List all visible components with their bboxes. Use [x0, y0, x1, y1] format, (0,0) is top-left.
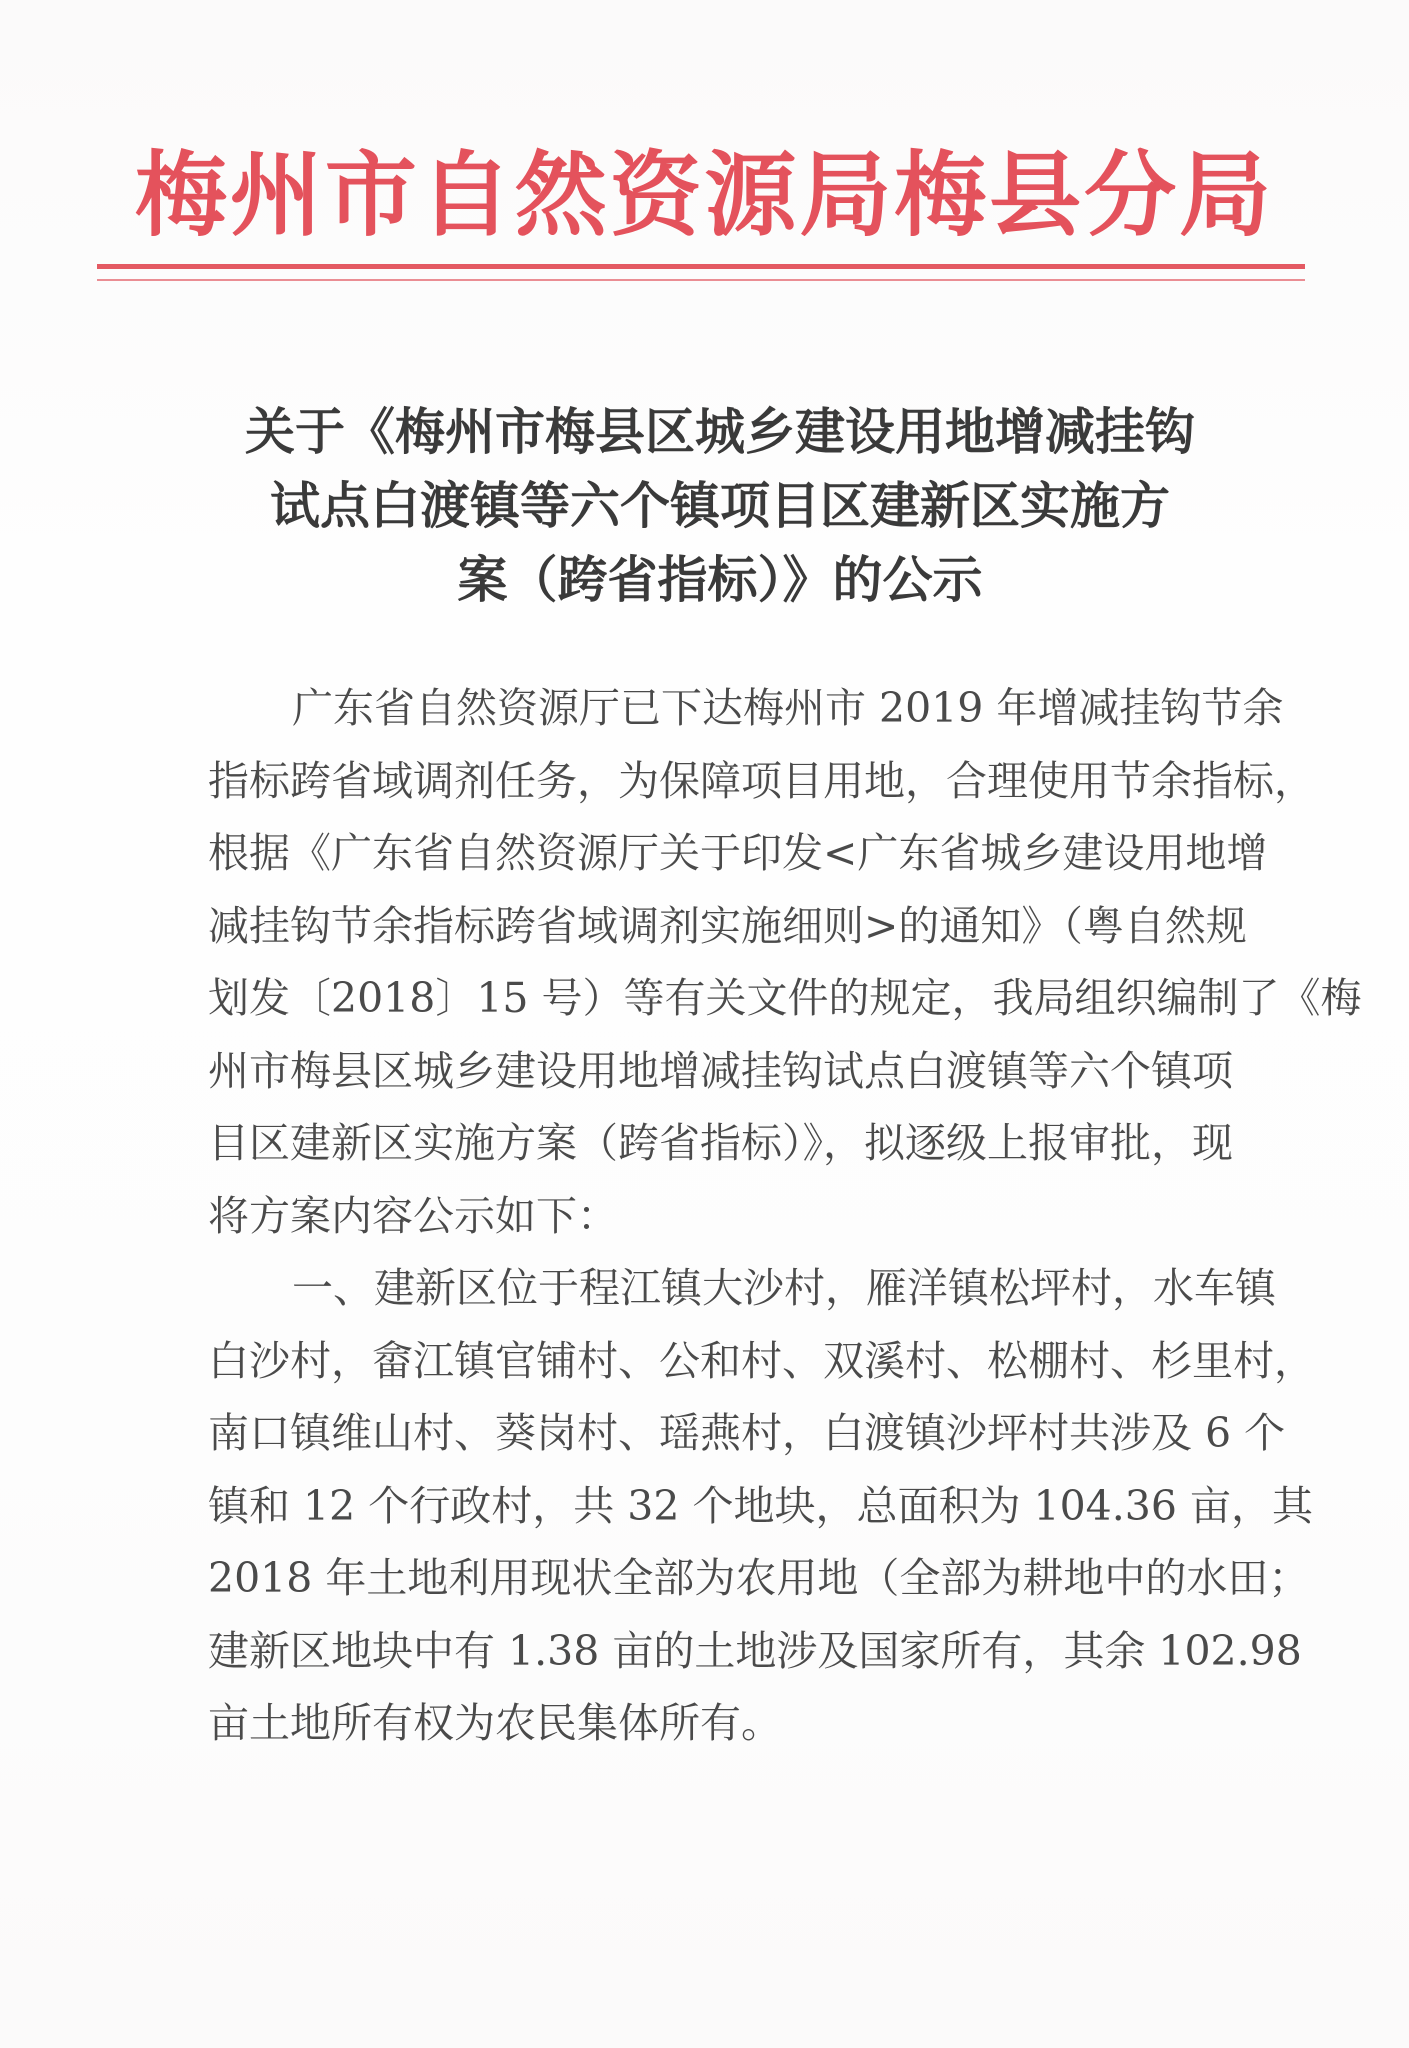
letterhead-char: 自	[419, 141, 512, 249]
body-line	[208, 1180, 1208, 1253]
letterhead-char: 源	[704, 141, 797, 249]
letterhead-char: 局	[1178, 141, 1271, 249]
letterhead-char: 然	[514, 141, 607, 249]
body-line	[208, 1397, 1286, 1470]
letterhead-char: 梅	[135, 141, 228, 249]
body-line-text: 广东省自然资源厅已下达梅州市 2019 年增减挂钩节余	[292, 684, 1284, 732]
body-line	[208, 1325, 1315, 1398]
body-line-text: 2018 年土地利用现状全部为农用地（全部为耕地中的水田；	[208, 1554, 1310, 1602]
letterhead-char: 资	[609, 141, 702, 249]
body-line	[208, 1035, 1233, 1108]
body-line-text: 南口镇维山村、葵岗村、瑶燕村，白渡镇沙坪村共涉及 6 个	[208, 1409, 1286, 1457]
document-body	[208, 672, 1362, 1760]
title-line: 试点白渡镇等六个镇项目区建新区实施方	[270, 477, 1170, 535]
body-line-text: 根据《广东省自然资源厅关于印发<广东省城乡建设用地增	[208, 829, 1268, 877]
title-line: 案（跨省指标）》的公示	[457, 551, 983, 609]
body-line	[208, 1470, 1313, 1543]
letterhead-char: 分	[1084, 141, 1177, 249]
letterhead-divider-thick	[97, 264, 1305, 269]
title-line: 关于《梅州市梅县区城乡建设用地增减挂钩	[245, 403, 1195, 461]
letterhead-char: 梅	[894, 141, 987, 249]
body-line	[208, 817, 1268, 890]
body-line	[208, 1252, 1276, 1325]
body-line-text: 白沙村，畲江镇官铺村、公和村、双溪村、松棚村、杉里村，	[208, 1336, 1315, 1385]
letterhead-organization-name	[97, 138, 1305, 253]
body-line-text: 亩土地所有权为农民集体所有。	[208, 1699, 782, 1747]
body-line-text: 指标跨省域调剂任务，为保障项目用地，合理使用节余指标，	[208, 756, 1315, 805]
letterhead-char: 局	[799, 141, 892, 249]
body-line	[208, 745, 1315, 818]
body-line	[208, 1542, 1310, 1615]
body-line	[208, 1687, 1208, 1760]
letterhead-char: 州	[229, 141, 322, 249]
body-line	[208, 1107, 1233, 1180]
body-line-text: 减挂钩节余指标跨省域调剂实施细则>的通知》（粤自然规	[208, 901, 1247, 950]
body-line-text: 将方案内容公示如下：	[208, 1191, 618, 1240]
body-line	[208, 962, 1362, 1035]
body-line-text: 目区建新区实施方案（跨省指标）》，拟逐级上报审批，现	[208, 1119, 1233, 1167]
body-line-text: 镇和 12 个行政村，共 32 个地块，总面积为 104.36 亩，其	[208, 1481, 1313, 1530]
body-line	[208, 672, 1284, 745]
letterhead-char: 市	[324, 141, 417, 249]
body-line-text: 一、建新区位于程江镇大沙村，雁洋镇松坪村，水车镇	[292, 1264, 1276, 1312]
body-line-text: 州市梅县区城乡建设用地增减挂钩试点白渡镇等六个镇项	[208, 1046, 1233, 1095]
body-line-text: 划发〔2018〕15 号）等有关文件的规定，我局组织编制了《梅	[208, 974, 1362, 1022]
body-line	[208, 890, 1247, 963]
letterhead-char: 县	[989, 141, 1082, 249]
document-title	[200, 395, 1240, 617]
letterhead-divider-thin	[97, 279, 1305, 281]
body-line	[208, 1615, 1302, 1688]
body-line-text: 建新区地块中有 1.38 亩的土地涉及国家所有，其余 102.98	[208, 1626, 1302, 1675]
